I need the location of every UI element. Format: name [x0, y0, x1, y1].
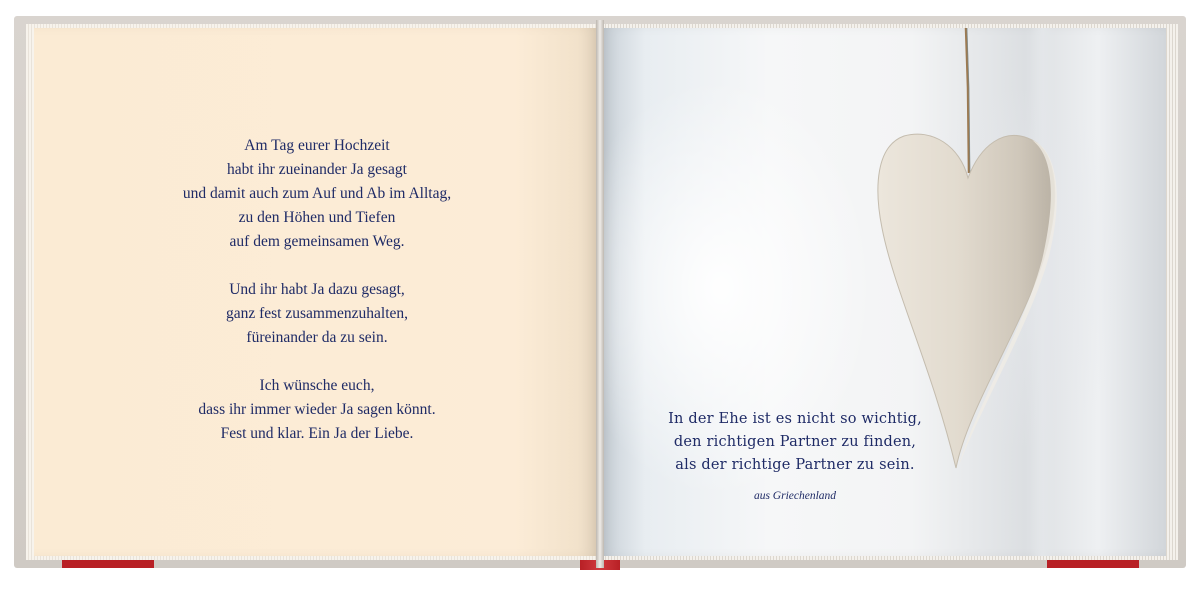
poem-line: füreinander da zu sein.	[246, 329, 388, 346]
poem-stanza-2	[34, 278, 600, 350]
poem-stanza-1	[34, 134, 600, 254]
poem-line: habt ihr zueinander Ja gesagt	[227, 161, 407, 178]
quote-line: den richtigen Partner zu finden,	[673, 434, 917, 450]
book-gutter	[596, 20, 604, 568]
poem-line: und damit auch zum Auf und Ab im Alltag,	[182, 185, 452, 202]
poem-line: Am Tag eurer Hochzeit	[244, 137, 390, 154]
poem-line: Ich wünsche euch,	[259, 377, 375, 394]
poem-line: ganz fest zusammenzuhalten,	[225, 305, 409, 322]
quote-source: aus Griechenland	[753, 490, 837, 502]
quote-line: als der richtige Partner zu sein.	[675, 457, 915, 473]
poem	[34, 134, 600, 470]
quote	[650, 408, 940, 477]
poem-line: dass ihr immer wieder Ja sagen könnt.	[198, 401, 436, 418]
poem-line: Fest und klar. Ein Ja der Liebe.	[220, 425, 414, 442]
left-page	[34, 28, 600, 556]
poem-line: zu den Höhen und Tiefen	[238, 209, 396, 226]
quote-line: In der Ehe ist es nicht so wichtig,	[668, 411, 922, 427]
poem-line: Und ihr habt Ja dazu gesagt,	[229, 281, 405, 298]
poem-line: auf dem gemeinsamen Weg.	[229, 233, 405, 250]
right-page	[600, 28, 1166, 556]
poem-stanza-3	[34, 374, 600, 446]
